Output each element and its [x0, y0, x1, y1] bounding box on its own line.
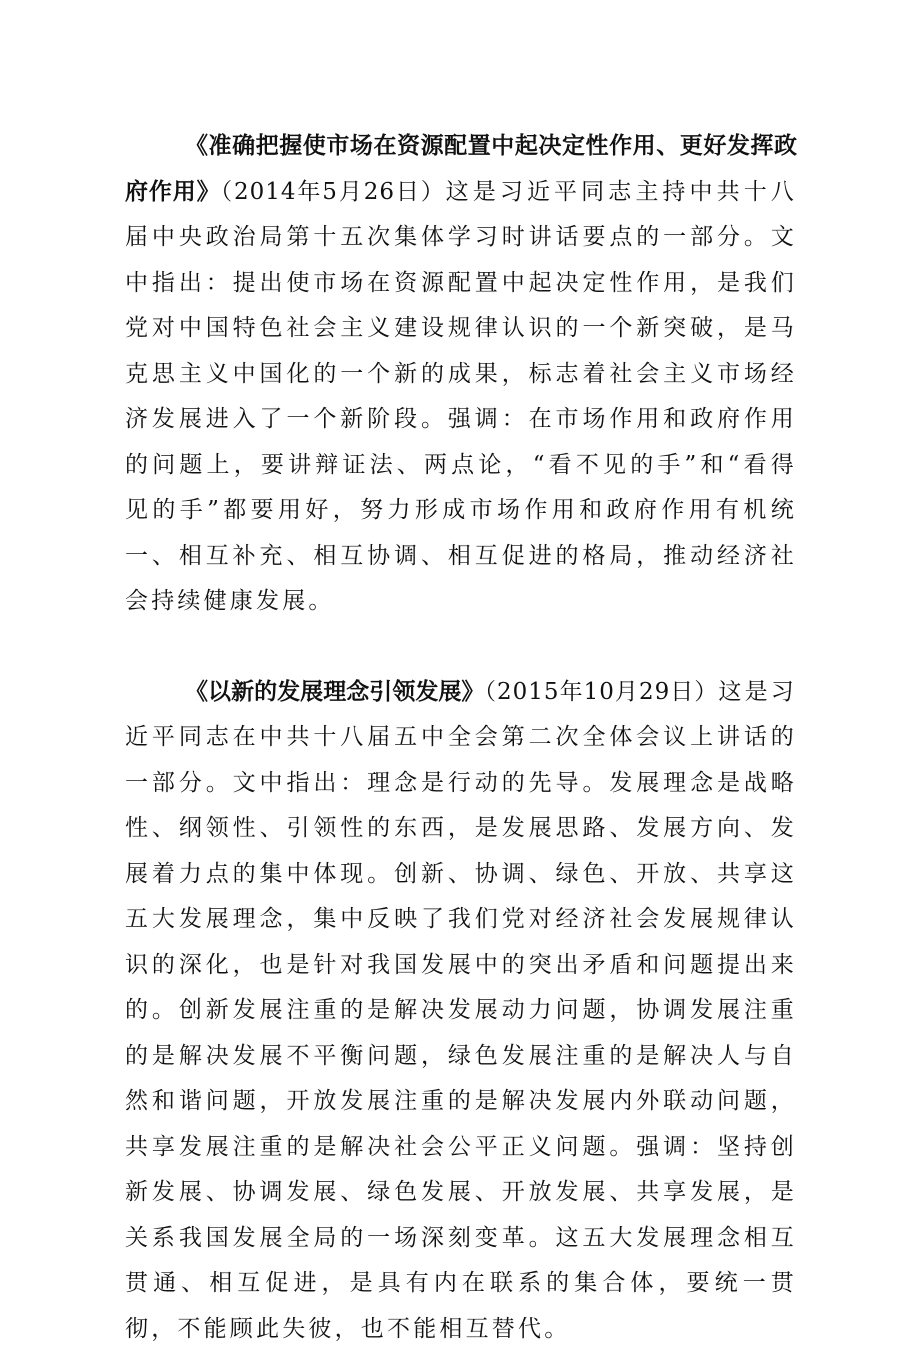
article-title: 《以新的发展理念引领发展》: [185, 679, 484, 705]
paragraph-new-development-concept: [125, 670, 797, 1352]
document-page: [125, 124, 797, 1352]
article-summary: 这是习近平同志主持中共十八届中央政治局第十五次集体学习时讲话要点的一部分。文中指出：提出使市场在资源配置中起决定性作用，是我们党对中国特色社会主义建设规律认识的一个新突破，是马克思主义中国化的一个新的成果，标志着社会主义市场经济发展进入了一个新阶段。强调：在市场作用和政府作用的问题上，要讲辩证法、两点论，“看不见的手”和“看得见的手”都要用好，努力形成市场作用和政府作用有机统一、相互补充、相互协调、相互促进的格局，推动经济社会持续健康发展。: [125, 179, 797, 615]
paragraph-market-role: [125, 124, 797, 625]
article-date: （2014年5月26日）: [221, 179, 446, 205]
article-title: 《准确把握使市场在资源配置中起决定性作用、更好发挥政府作用》: [125, 133, 797, 205]
article-date: （2015年10月29日）: [484, 679, 718, 705]
article-summary: 这是习近平同志在中共十八届五中全会第二次全体会议上讲话的一部分。文中指出：理念是行动的先导。发展理念是战略性、纲领性、引领性的东西，是发展思路、发展方向、发展着力点的集中体现。创新、协调、绿色、开放、共享这五大发展理念，集中反映了我们党对经济社会发展规律认识的深化，也是针对我国发展中的突出矛盾和问题提出来的。创新发展注重的是解决发展动力问题，协调发展注重的是解决发展不平衡问题，绿色发展注重的是解决人与自然和谐问题，开放发展注重的是解决发展内外联动问题，共享发展注重的是解决社会公平正义问题。强调：坚持创新发展、协调发展、绿色发展、开放发展、共享发展，是关系我国发展全局的一场深刻变革。这五大发展理念相互贯通、相互促进，是具有内在联系的集合体，要统一贯彻，不能顾此失彼，也不能相互替代。: [125, 679, 797, 1342]
